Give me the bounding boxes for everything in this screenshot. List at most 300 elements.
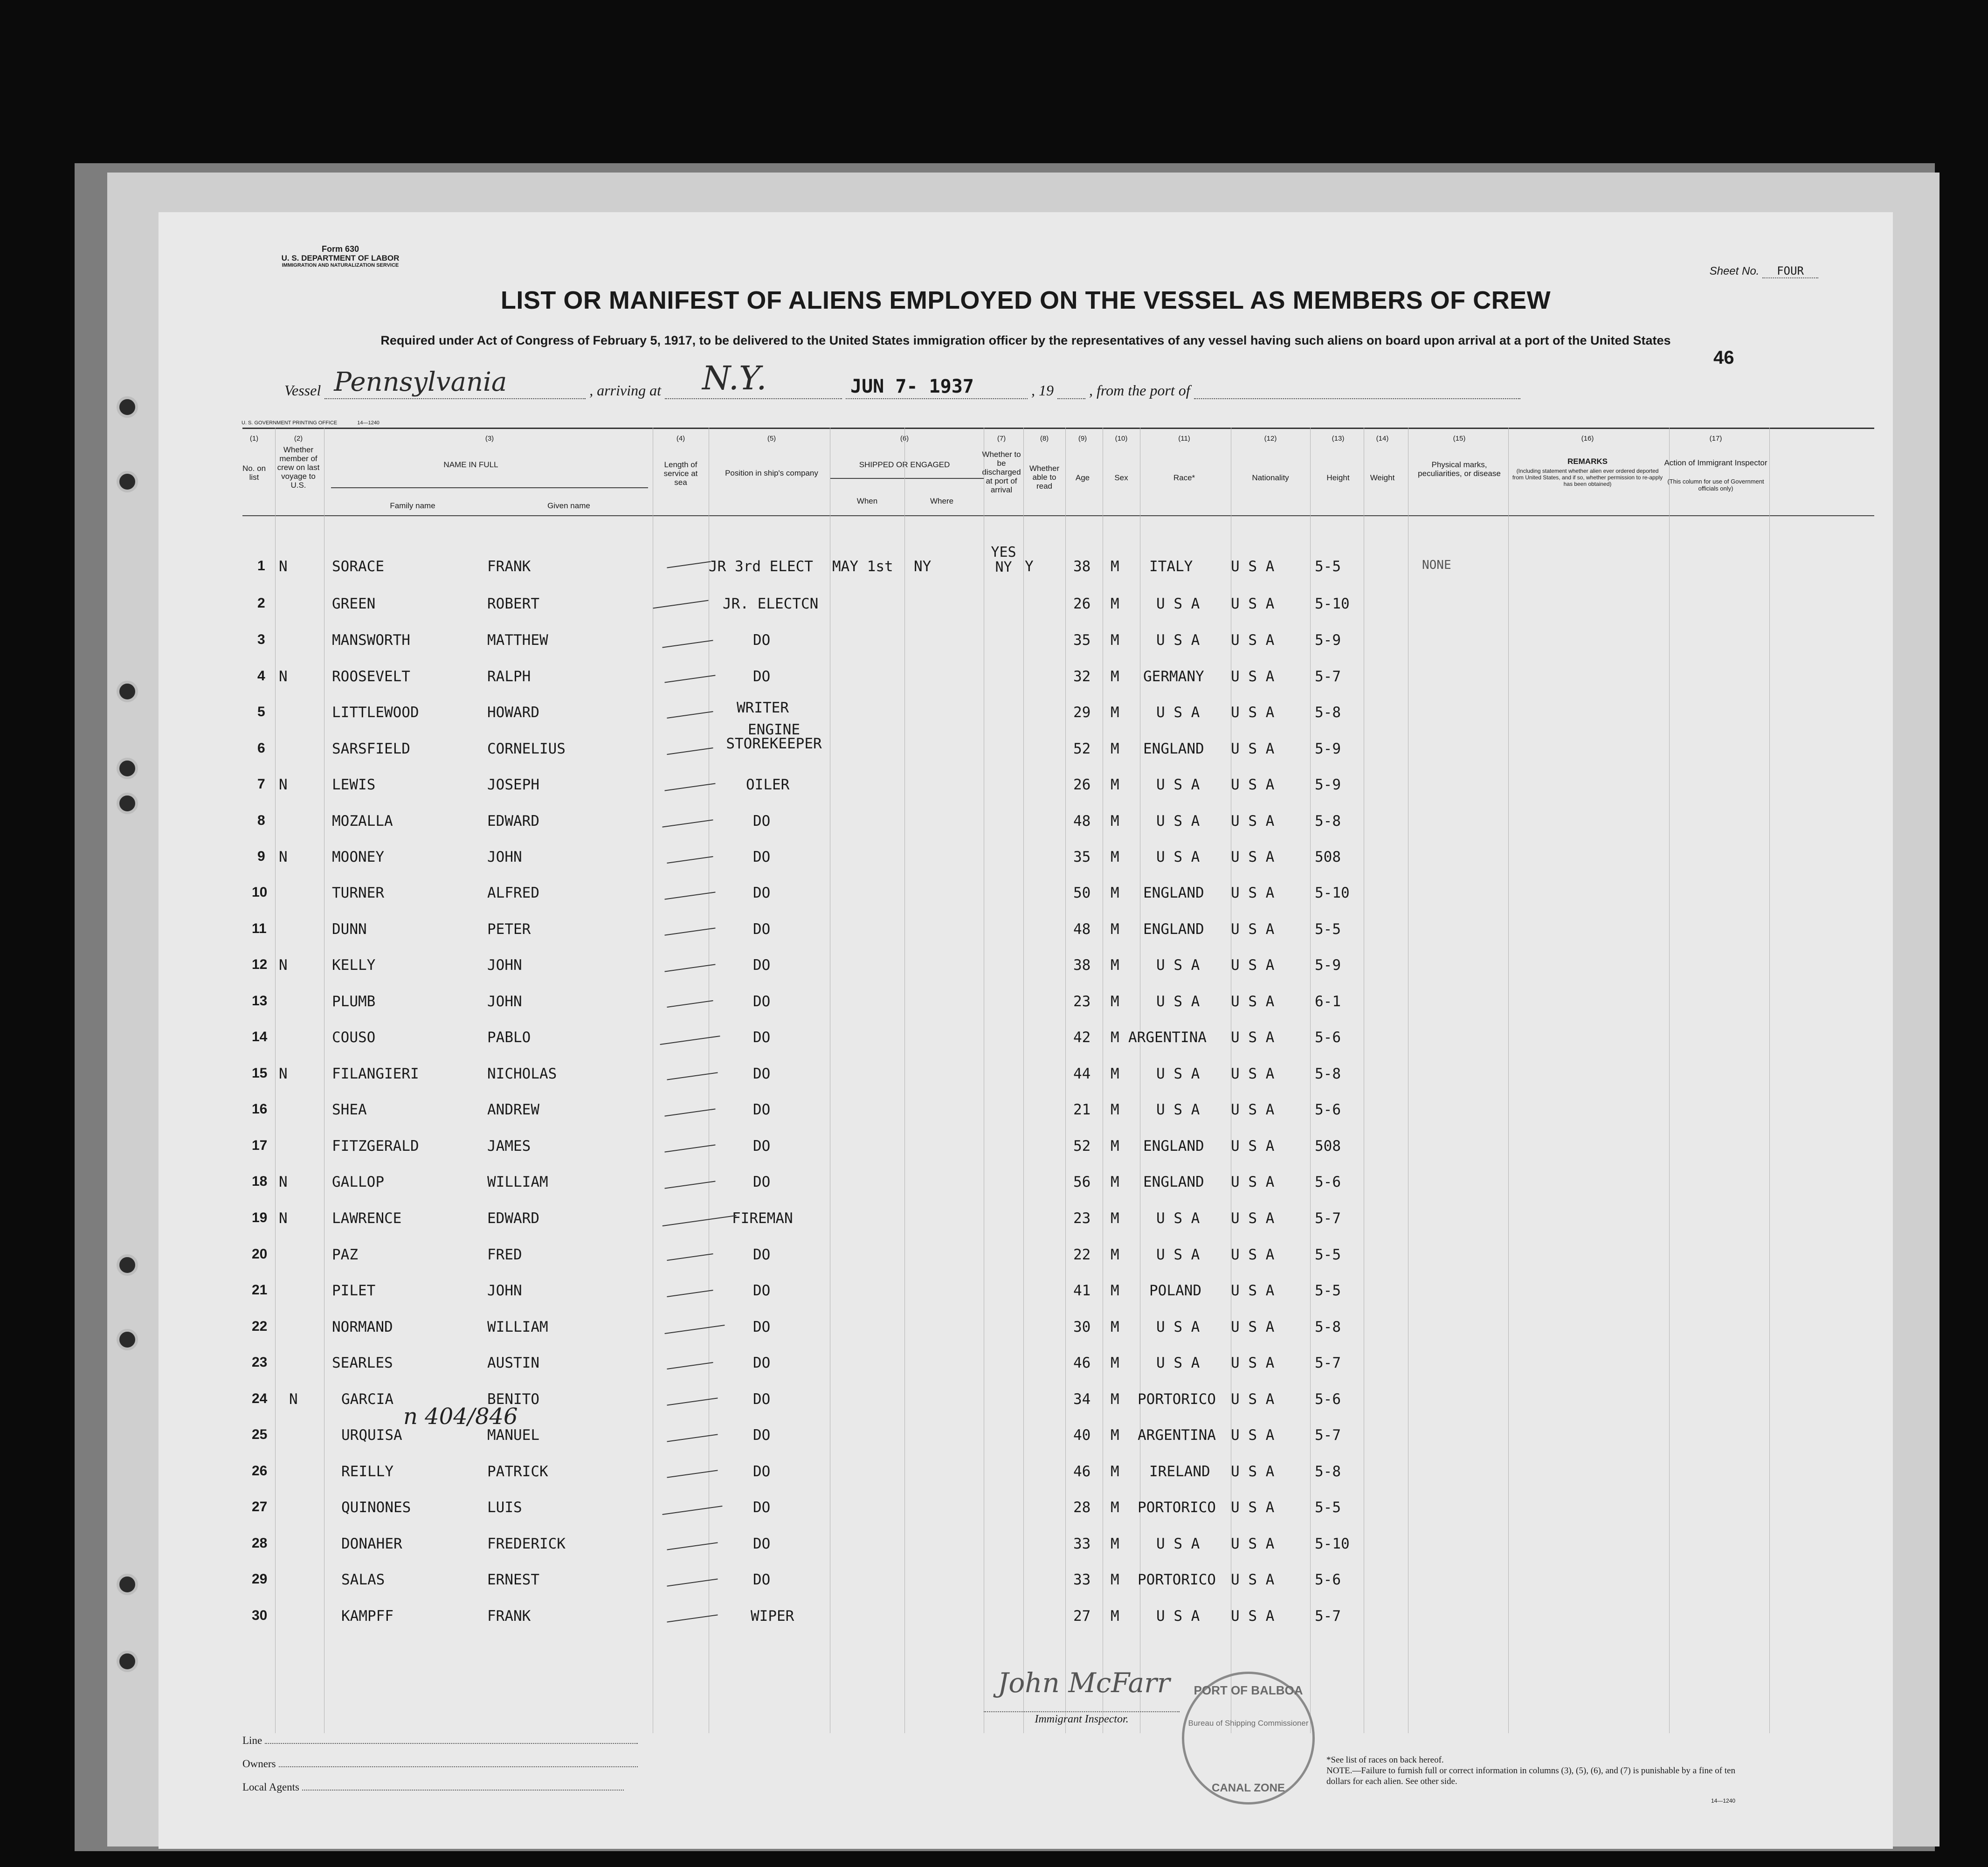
race-cell: U S A [1156, 776, 1200, 793]
family-name-cell: QUINONES [341, 1499, 411, 1516]
race-cell: PORTORICO [1138, 1571, 1216, 1588]
given-name-cell: BENITO [487, 1391, 539, 1408]
line-field [242, 1735, 638, 1747]
given-name-cell: RALPH [487, 668, 531, 685]
table-row [159, 699, 1893, 741]
binder-hole [117, 396, 138, 418]
given-name-cell: FREDERICK [487, 1535, 566, 1552]
position-cell: DO [753, 813, 771, 830]
family-name-cell: PLUMB [332, 993, 376, 1010]
height-cell: 5-8 [1315, 1463, 1341, 1480]
table-row [159, 849, 1893, 886]
race-cell: ARGENTINA [1128, 1029, 1207, 1046]
last-voyage-cell: N [279, 558, 288, 575]
sex-cell: M [1111, 1029, 1119, 1046]
row-number: 11 [252, 921, 267, 936]
nationality-cell: U S A [1231, 632, 1275, 649]
last-voyage-cell: N [279, 1210, 288, 1227]
col-head-inspector: Action of Immigrant Inspector [1664, 458, 1767, 467]
row-number: 5 [257, 704, 265, 719]
age-cell: 35 [1073, 849, 1091, 865]
arriving-label: , arriving at [589, 382, 661, 399]
position-cell: DO [753, 993, 771, 1010]
nationality-cell: U S A [1231, 1391, 1275, 1408]
nationality-cell: U S A [1231, 1463, 1275, 1480]
race-cell: U S A [1156, 1355, 1200, 1371]
family-name-cell: URQUISA [341, 1427, 402, 1444]
vessel-label: Vessel [284, 382, 321, 399]
nationality-cell: U S A [1231, 1355, 1275, 1371]
given-name-cell: ANDREW [487, 1101, 539, 1118]
col-head-age: Age [1075, 473, 1090, 482]
position-cell: DO [753, 1029, 771, 1046]
physical-marks-cell: NONE [1422, 558, 1451, 572]
col-head-no-on-list: No. on list [242, 464, 266, 482]
race-cell: ENGLAND [1143, 921, 1204, 938]
last-voyage-cell: N [279, 849, 288, 865]
race-cell: U S A [1156, 1608, 1200, 1625]
nationality-cell: U S A [1231, 957, 1275, 974]
sex-cell: M [1111, 885, 1119, 901]
table-row [159, 1101, 1893, 1139]
family-name-cell: GARCIA [341, 1391, 393, 1408]
race-cell: PORTORICO [1138, 1499, 1216, 1516]
given-name-cell: MANUEL [487, 1427, 539, 1444]
table-row [159, 544, 1893, 595]
race-cell: U S A [1156, 704, 1200, 721]
position-cell: DO [753, 1427, 771, 1444]
race-cell: U S A [1156, 1065, 1200, 1082]
race-cell: U S A [1156, 957, 1200, 974]
col-head-physical-marks: Physical marks, peculiarities, or disease [1418, 460, 1501, 478]
header-bottom-rule [242, 515, 1874, 516]
given-name-cell: EDWARD [487, 813, 539, 830]
given-name-cell: ALFRED [487, 885, 539, 901]
owners-field [242, 1758, 638, 1770]
height-cell: 5-5 [1315, 558, 1341, 575]
form-header-block [242, 245, 438, 269]
family-name-cell: LITTLEWOOD [332, 704, 419, 721]
age-cell: 34 [1073, 1391, 1091, 1408]
race-cell: U S A [1156, 1101, 1200, 1118]
position-cell: WIPER [751, 1608, 794, 1625]
binder-hole [117, 758, 138, 779]
position-cell: DO [753, 1174, 771, 1190]
nationality-cell: U S A [1231, 1174, 1275, 1190]
col-head-where: Where [930, 497, 954, 505]
name-subrule [331, 487, 648, 488]
sex-cell: M [1111, 1065, 1119, 1082]
race-cell: U S A [1156, 849, 1200, 865]
shipped-subrule [830, 478, 984, 479]
row-number: 21 [252, 1282, 268, 1298]
age-cell: 23 [1073, 1210, 1091, 1227]
row-number: 2 [257, 595, 265, 611]
binder-hole [117, 471, 138, 492]
race-cell: ENGLAND [1143, 885, 1204, 901]
row-number: 25 [252, 1427, 268, 1442]
race-cell: GERMANY [1143, 668, 1204, 685]
position-cell: DO [753, 957, 771, 974]
sex-cell: M [1111, 595, 1119, 612]
age-cell: 44 [1073, 1065, 1091, 1082]
col-head-remarks: REMARKS [1567, 457, 1608, 466]
footer-print-code: 14—1240 [1711, 1798, 1736, 1804]
row-number: 6 [257, 740, 265, 756]
age-cell: 33 [1073, 1571, 1091, 1588]
col-num-14: (14) [1376, 435, 1389, 443]
position-cell: DO [753, 1282, 771, 1299]
table-row [159, 1319, 1893, 1356]
row-number: 8 [257, 813, 265, 828]
table-row [159, 1029, 1893, 1066]
nationality-cell: U S A [1231, 776, 1275, 793]
race-cell: IRELAND [1149, 1463, 1210, 1480]
height-cell: 5-5 [1315, 1246, 1341, 1263]
sheet-value: FOUR [1762, 264, 1818, 278]
height-cell: 5-8 [1315, 1319, 1341, 1335]
sex-cell: M [1111, 813, 1119, 830]
family-name-cell: MOZALLA [332, 813, 393, 830]
height-cell: 5-9 [1315, 632, 1341, 649]
row-number: 16 [252, 1101, 268, 1117]
height-cell: 5-9 [1315, 957, 1341, 974]
given-name-cell: AUSTIN [487, 1355, 539, 1371]
given-name-cell: ROBERT [487, 595, 539, 612]
position-cell: JR. ELECTCN [723, 595, 819, 612]
shipped-when-cell: MAY 1st [832, 558, 893, 575]
sex-cell: M [1111, 1282, 1119, 1299]
position-cell: DO [753, 668, 771, 685]
family-name-cell: LEWIS [332, 776, 376, 793]
age-cell: 46 [1073, 1463, 1091, 1480]
height-cell: 5-9 [1315, 776, 1341, 793]
table-row [159, 1608, 1893, 1645]
arrival-date-stamp: JUN 7- 1937 [850, 376, 974, 397]
col-num-13: (13) [1332, 435, 1345, 443]
given-name-cell: FRANK [487, 1608, 531, 1625]
footnote-races: *See list of races on back hereof. [1326, 1755, 1444, 1765]
shipped-where-cell: NY [914, 558, 932, 575]
col-head-when: When [856, 497, 878, 505]
sex-cell: M [1111, 776, 1119, 793]
last-voyage-cell: N [289, 1391, 298, 1408]
col-head-last-voyage: Whether member of crew on last voyage to U.S. [277, 445, 320, 490]
owners-label: Owners [242, 1758, 276, 1770]
sex-cell: M [1111, 921, 1119, 938]
nationality-cell: U S A [1231, 921, 1275, 938]
nationality-cell: U S A [1231, 993, 1275, 1010]
given-name-cell: JOHN [487, 849, 522, 865]
sex-cell: M [1111, 1499, 1119, 1516]
row-number: 17 [252, 1138, 268, 1153]
col-num-10: (10) [1115, 435, 1128, 443]
age-cell: 41 [1073, 1282, 1091, 1299]
age-cell: 48 [1073, 921, 1091, 938]
table-row [159, 1210, 1893, 1247]
given-name-cell: JOSEPH [487, 776, 539, 793]
family-name-cell: MANSWORTH [332, 632, 410, 649]
col-head-nationality: Nationality [1252, 473, 1289, 482]
age-cell: 38 [1073, 957, 1091, 974]
sex-cell: M [1111, 1174, 1119, 1190]
table-row [159, 921, 1893, 958]
position-cell: JR 3rd ELECT [709, 558, 813, 575]
given-name-cell: JOHN [487, 993, 522, 1010]
footnote-penalty: NOTE.—Failure to furnish full or correct information in columns (3), (5), (6), and (7) is punishable by a fine of ten dollars for each alien. See other side. [1326, 1766, 1735, 1786]
nationality-cell: U S A [1231, 1535, 1275, 1552]
family-name-cell: SEARLES [332, 1355, 393, 1371]
last-voyage-cell: N [279, 1174, 288, 1190]
height-cell: 5-6 [1315, 1101, 1341, 1118]
col-head-read: Whether able to read [1029, 464, 1060, 491]
last-voyage-cell: N [279, 668, 288, 685]
form-number: Form 630 [321, 244, 359, 254]
family-name-cell: MOONEY [332, 849, 384, 865]
year-label: , 19 [1031, 382, 1054, 399]
nationality-cell: U S A [1231, 1571, 1275, 1588]
row-number: 23 [252, 1355, 268, 1370]
nationality-cell: U S A [1231, 595, 1275, 612]
row-number: 20 [252, 1246, 268, 1262]
read-cell: Y [1025, 558, 1034, 575]
family-name-cell: KELLY [332, 957, 376, 974]
row-number: 14 [252, 1029, 268, 1044]
col-num-15: (15) [1453, 435, 1466, 443]
service-name: IMMIGRATION AND NATURALIZATION SERVICE [282, 263, 399, 269]
race-cell: ITALY [1149, 558, 1193, 575]
vessel-line [284, 359, 1520, 399]
given-name-cell: EDWARD [487, 1210, 539, 1227]
given-name-cell: PETER [487, 921, 531, 938]
height-cell: 5-5 [1315, 1499, 1341, 1516]
height-cell: 508 [1315, 849, 1341, 865]
position-cell: DO [753, 1463, 771, 1480]
row-number: 30 [252, 1608, 268, 1623]
table-row [159, 1174, 1893, 1211]
height-cell: 6-1 [1315, 993, 1341, 1010]
sex-cell: M [1111, 704, 1119, 721]
family-name-cell: SALAS [341, 1571, 385, 1588]
family-name-cell: DONAHER [341, 1535, 402, 1552]
race-cell: ARGENTINA [1138, 1427, 1216, 1444]
given-name-cell: JOHN [487, 1282, 522, 1299]
row-number: 24 [252, 1391, 268, 1406]
given-name-cell: FRANK [487, 558, 531, 575]
col-num-4: (4) [676, 435, 685, 443]
binder-hole [117, 681, 138, 702]
sex-cell: M [1111, 740, 1119, 757]
sex-cell: M [1111, 668, 1119, 685]
height-cell: 5-7 [1315, 668, 1341, 685]
binder-hole [117, 1651, 138, 1672]
given-name-cell: PATRICK [487, 1463, 548, 1480]
row-number: 12 [252, 957, 268, 972]
sex-cell: M [1111, 1427, 1119, 1444]
table-row [159, 813, 1893, 850]
family-name-cell: SORACE [332, 558, 384, 575]
table-row [159, 1355, 1893, 1392]
position-cell: DO [753, 1101, 771, 1118]
row-number: 10 [252, 885, 268, 900]
table-row [159, 1463, 1893, 1501]
height-cell: 5-8 [1315, 813, 1341, 830]
page-title: LIST OR MANIFEST OF ALIENS EMPLOYED ON THE VESSEL AS MEMBERS OF CREW [500, 286, 1551, 314]
table-row [159, 993, 1893, 1030]
col-num-9: (9) [1078, 435, 1087, 443]
nationality-cell: U S A [1231, 1499, 1275, 1516]
table-row [159, 632, 1893, 669]
row-number: 28 [252, 1535, 268, 1551]
sex-cell: M [1111, 558, 1119, 575]
nationality-cell: U S A [1231, 1029, 1275, 1046]
table-row [159, 1535, 1893, 1573]
family-name-cell: GREEN [332, 595, 376, 612]
table-row [159, 1427, 1893, 1464]
given-name-cell: WILLIAM [487, 1319, 548, 1335]
last-voyage-cell: N [279, 957, 288, 974]
height-cell: 5-7 [1315, 1427, 1341, 1444]
family-name-cell: FILANGIERI [332, 1065, 419, 1082]
row-number: 22 [252, 1319, 268, 1334]
age-cell: 32 [1073, 668, 1091, 685]
position-cell: OILER [746, 776, 790, 793]
age-cell: 23 [1073, 993, 1091, 1010]
last-voyage-cell: N [279, 1065, 288, 1082]
sex-cell: M [1111, 849, 1119, 865]
height-cell: 5-5 [1315, 921, 1341, 938]
row-number: 4 [257, 668, 265, 684]
table-row [159, 885, 1893, 922]
sex-cell: M [1111, 1608, 1119, 1625]
col-head-discharged: Whether to be discharged at port of arrival [982, 450, 1021, 494]
col-num-16: (16) [1581, 435, 1594, 443]
age-cell: 52 [1073, 740, 1091, 757]
given-name-cell: JAMES [487, 1138, 531, 1155]
family-name-cell: COUSO [332, 1029, 376, 1046]
position-cell: DO [753, 1499, 771, 1516]
nationality-cell: U S A [1231, 1246, 1275, 1263]
col-num-5: (5) [767, 435, 776, 443]
age-cell: 40 [1073, 1427, 1091, 1444]
family-name-cell: SHEA [332, 1101, 367, 1118]
age-cell: 48 [1073, 813, 1091, 830]
race-cell: U S A [1156, 632, 1200, 649]
age-cell: 35 [1073, 632, 1091, 649]
given-name-cell: WILLIAM [487, 1174, 548, 1190]
nationality-cell: U S A [1231, 740, 1275, 757]
position-cell: DO [753, 1246, 771, 1263]
page-subtitle: Required under Act of Congress of February 5, 1917, to be delivered to the United States immigration officer by the representatives of any vessel having such aliens on board upon arrival at a port of the United States [380, 333, 1671, 347]
position-cell: DO [753, 1535, 771, 1552]
height-cell: 5-8 [1315, 704, 1341, 721]
height-cell: 5-7 [1315, 1210, 1341, 1227]
department-name: U. S. DEPARTMENT OF LABOR [281, 253, 400, 263]
discharge-cell: YES NY [991, 544, 1016, 575]
col-head-position: Position in ship's company [725, 469, 818, 477]
table-row [159, 776, 1893, 814]
table-row [159, 1499, 1893, 1536]
nationality-cell: U S A [1231, 1065, 1275, 1082]
nationality-cell: U S A [1231, 1282, 1275, 1299]
age-cell: 26 [1073, 776, 1091, 793]
col-num-2: (2) [294, 435, 303, 443]
height-cell: 5-6 [1315, 1174, 1341, 1190]
binder-hole [117, 793, 138, 814]
race-cell: U S A [1156, 595, 1200, 612]
position-cell: DO [753, 885, 771, 901]
height-cell: 5-10 [1315, 595, 1350, 612]
table-row [159, 1282, 1893, 1320]
nationality-cell: U S A [1231, 1319, 1275, 1335]
col-num-3: (3) [485, 435, 494, 443]
handwritten-note: n 404/846 [403, 1404, 518, 1430]
col-head-inspector-note: (This column for use of Government officials only) [1667, 478, 1764, 492]
binder-hole [117, 1254, 138, 1276]
col-num-6: (6) [900, 435, 909, 443]
col-num-17: (17) [1709, 435, 1722, 443]
sex-cell: M [1111, 1319, 1119, 1335]
position-cell: WRITER [737, 699, 789, 716]
height-cell: 5-6 [1315, 1391, 1341, 1408]
row-number: 7 [257, 776, 265, 792]
table-row [159, 1246, 1893, 1284]
given-name-cell: NICHOLAS [487, 1065, 557, 1082]
race-cell: POLAND [1149, 1282, 1201, 1299]
given-name-cell: FRED [487, 1246, 522, 1263]
table-row [159, 1065, 1893, 1103]
col-head-race: Race* [1173, 473, 1195, 482]
table-row [159, 1571, 1893, 1609]
position-cell: DO [753, 849, 771, 865]
nationality-cell: U S A [1231, 885, 1275, 901]
race-cell: U S A [1156, 1319, 1200, 1335]
family-name-cell: PILET [332, 1282, 376, 1299]
table-row [159, 957, 1893, 994]
race-cell: ENGLAND [1143, 1174, 1204, 1190]
height-cell: 508 [1315, 1138, 1341, 1155]
col-head-name: NAME IN FULL [443, 460, 498, 469]
given-name-cell: PABLO [487, 1029, 531, 1046]
given-name-cell: LUIS [487, 1499, 522, 1516]
seal-bottom-text: CANAL ZONE [1212, 1782, 1285, 1794]
from-port-label: , from the port of [1089, 382, 1190, 399]
given-name-cell: MATTHEW [487, 632, 548, 649]
table-row [159, 668, 1893, 705]
family-name-cell: ROOSEVELT [332, 668, 410, 685]
row-number: 29 [252, 1571, 268, 1587]
row-number: 19 [252, 1210, 268, 1225]
footnote [1326, 1755, 1746, 1787]
binder-hole [117, 1574, 138, 1595]
age-cell: 28 [1073, 1499, 1091, 1516]
local-agents-field [242, 1781, 624, 1793]
age-cell: 52 [1073, 1138, 1091, 1155]
height-cell: 5-7 [1315, 1355, 1341, 1371]
race-cell: U S A [1156, 813, 1200, 830]
given-name-cell: ERNEST [487, 1571, 539, 1588]
arriving-at-value: N.Y. [702, 359, 767, 397]
family-name-cell: SARSFIELD [332, 740, 410, 757]
age-cell: 38 [1073, 558, 1091, 575]
nationality-cell: U S A [1231, 558, 1275, 575]
nationality-cell: U S A [1231, 704, 1275, 721]
given-name-cell: CORNELIUS [487, 740, 566, 757]
table-row [159, 595, 1893, 633]
age-cell: 26 [1073, 595, 1091, 612]
race-cell: U S A [1156, 1210, 1200, 1227]
position-cell: DO [753, 1571, 771, 1588]
